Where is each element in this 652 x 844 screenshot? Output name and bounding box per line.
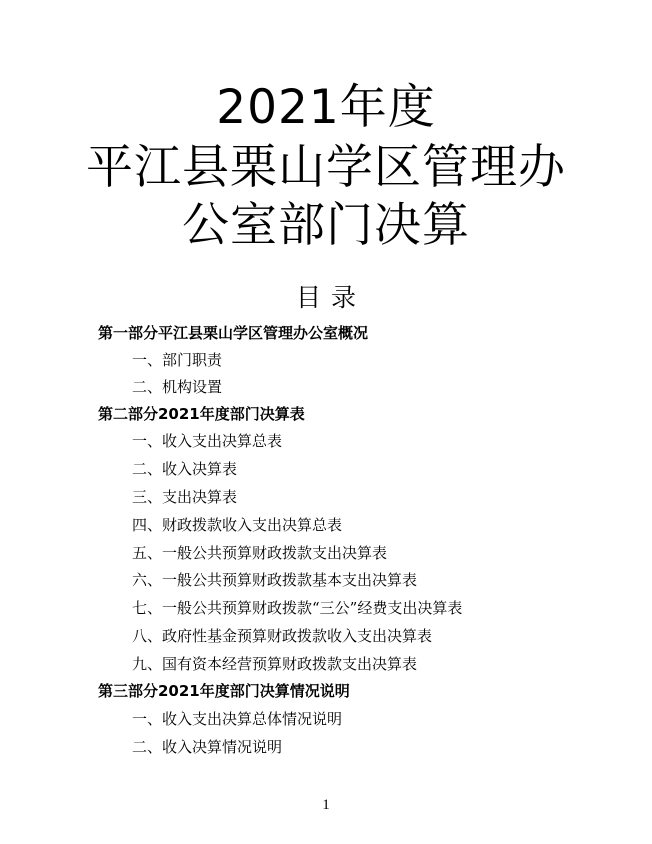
toc-item-1-1: 一、部门职责	[132, 351, 223, 369]
toc-item-2-7: 七、一般公共预算财政拨款“三公”经费支出决算表	[132, 599, 463, 617]
toc-item-2-3: 三、支出决算表	[132, 488, 238, 506]
toc-part-1: 第一部分平江县栗山学区管理办公室概况	[98, 324, 369, 342]
toc-item-2-8: 八、政府性基金预算财政拨款收入支出决算表	[132, 627, 433, 645]
toc-item-2-6: 六、一般公共预算财政拨款基本支出决算表	[132, 571, 418, 589]
page-number: 1	[322, 797, 330, 813]
toc-item-3-1: 一、收入支出决算总体情况说明	[132, 710, 343, 728]
toc-item-2-5: 五、一般公共预算财政拨款支出决算表	[132, 544, 388, 562]
toc-part-3: 第三部分2021年度部门决算情况说明	[98, 682, 350, 700]
toc-item-2-4: 四、财政拨款收入支出决算总表	[132, 516, 343, 534]
toc-item-3-2: 二、收入决算情况说明	[132, 738, 283, 756]
toc-item-2-2: 二、收入决算表	[132, 460, 238, 478]
toc-item-1-2: 二、机构设置	[132, 378, 223, 396]
toc-heading: 目录	[295, 283, 366, 312]
toc-item-2-1: 一、收入支出决算总表	[132, 432, 283, 450]
document-title-organization: 平江县栗山学区管理办	[86, 140, 566, 195]
toc-part-2: 第二部分2021年度部门决算表	[98, 405, 305, 423]
document-title-year: 2021年度	[216, 80, 436, 135]
document-title-subject: 公室部门决算	[182, 198, 470, 253]
toc-item-2-9: 九、国有资本经营预算财政拨款支出决算表	[132, 655, 418, 673]
